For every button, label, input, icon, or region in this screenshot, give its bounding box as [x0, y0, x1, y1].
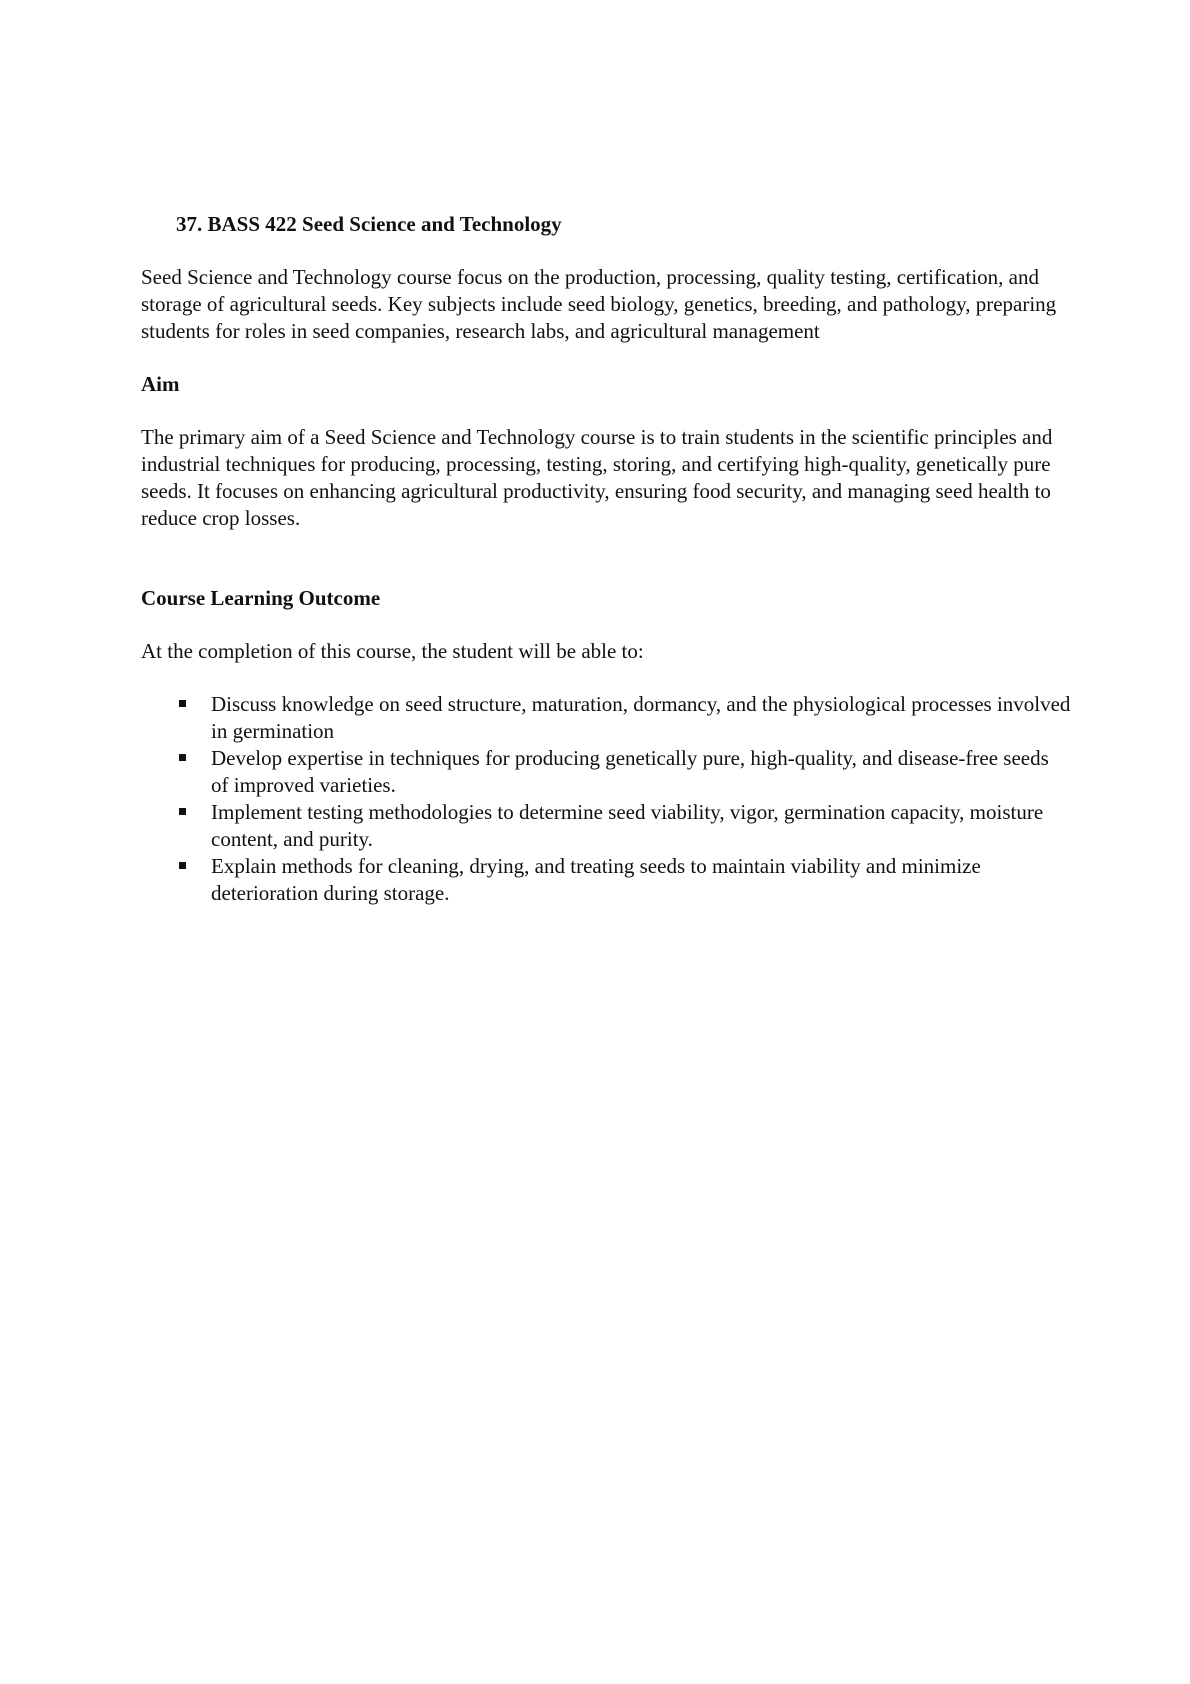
- list-item-text: Explain methods for cleaning, drying, and treating seeds to maintain viability and minimize deterioration during storage.: [211, 854, 981, 905]
- list-item-text: Develop expertise in techniques for producing genetically pure, high-quality, and disease-free seeds of improved varieties.: [211, 746, 1049, 797]
- square-bullet-icon: [179, 808, 186, 815]
- aim-heading: Aim: [141, 372, 180, 396]
- page-content: [141, 211, 1071, 907]
- learning-outcome-lead: At the completion of this course, the student will be able to:: [141, 639, 644, 663]
- square-bullet-icon: [179, 700, 186, 707]
- course-description: Seed Science and Technology course focus on the production, processing, quality testing, certification, and storage of agricultural seeds. Key subjects include seed biology, genetics, breeding, and pathology, preparing students for roles in seed companies, research labs, and agricultural management: [141, 265, 1057, 343]
- list-item: [211, 853, 1071, 907]
- learning-outcome-list: [141, 691, 1071, 907]
- learning-outcome-heading: Course Learning Outcome: [141, 586, 381, 610]
- aim-text: The primary aim of a Seed Science and Technology course is to train students in the scientific principles and industrial techniques for producing, processing, testing, storing, and certifying high-quality, genetically pure seeds. It focuses on enhancing agricultural productivity, ensuring food security, and managing seed health to reduce crop losses.: [141, 425, 1053, 530]
- list-item: [211, 691, 1071, 745]
- square-bullet-icon: [179, 862, 186, 869]
- list-item-text: Discuss knowledge on seed structure, maturation, dormancy, and the physiological processes involved in germination: [211, 692, 1071, 743]
- course-heading: 37. BASS 422 Seed Science and Technology: [176, 212, 562, 236]
- list-item-text: Implement testing methodologies to determine seed viability, vigor, germination capacity, moisture content, and purity.: [211, 800, 1044, 851]
- list-item: [211, 745, 1071, 799]
- list-item: [211, 799, 1071, 853]
- square-bullet-icon: [179, 754, 186, 761]
